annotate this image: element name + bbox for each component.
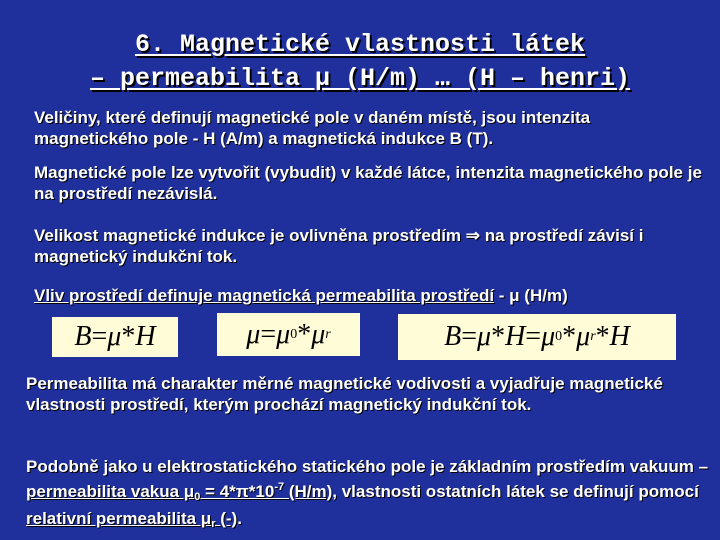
formula-symbol: μ xyxy=(246,318,261,350)
text-fragment: . xyxy=(237,509,242,528)
paragraph-permeability-character: Permeabilita má charakter měrné magnetické vodivosti a vyjadřuje magnetické vlastnosti prostředí, kterým prochází magnetický indukční tok. xyxy=(26,374,663,414)
text-fragment: , vlastnosti ostatních látek se definují pomocí xyxy=(332,482,699,501)
text-fragment: (-) xyxy=(215,509,238,528)
formula-symbol: H xyxy=(135,321,156,352)
permeability-definition-underlined: Vliv prostředí definuje magnetická permeabilita prostředí xyxy=(34,286,495,305)
formula-operator: * xyxy=(121,321,136,352)
text-fragment: relativní permeabilita μ xyxy=(26,509,212,528)
subscript: r xyxy=(211,518,216,530)
paragraph-field-creation: Magnetické pole lze vytvořit (vybudit) v každé látce, intenzita magnetického pole je na prostředí nezávislá. xyxy=(34,163,702,203)
vacuum-permeability-term xyxy=(26,482,332,501)
formula-symbol: μ xyxy=(541,321,556,352)
formula-subscript: 0 xyxy=(290,326,298,342)
formula-operator: * xyxy=(595,321,610,352)
slide-title xyxy=(0,28,720,96)
formula-symbol: μ xyxy=(107,321,122,352)
formula-operator: = xyxy=(525,321,542,352)
title-line-1: 6. Magnetické vlastnosti látek xyxy=(134,30,586,59)
formula-symbol: H xyxy=(609,321,630,352)
text-fragment: = 4*π*10 xyxy=(200,482,275,501)
formula-symbol: μ xyxy=(276,318,291,350)
formula-operator: = xyxy=(91,321,108,352)
formula-mu-equals-mu0-mur xyxy=(217,313,360,356)
formula-operator: = xyxy=(260,318,277,350)
formula-operator: * xyxy=(562,321,577,352)
formula-symbol: B xyxy=(444,321,462,352)
paragraph-induction: Velikost magnetické indukce je ovlivněna prostředím ⇒ na prostředí závisí i magnetický indukční tok. xyxy=(34,226,644,266)
paragraph-permeability-definition xyxy=(34,285,714,306)
formula-symbol: μ xyxy=(477,321,492,352)
text-fragment: permeabilita vakua μ xyxy=(26,482,195,501)
formula-symbol: H xyxy=(505,321,526,352)
formula-symbol: μ xyxy=(576,321,591,352)
paragraph-quantities: Veličiny, které definují magnetické pole v daném místě, jsou intenzita magnetického pole - H (A/m) a magnetická indukce B (T). xyxy=(34,108,591,148)
text-fragment: Podobně jako u elektrostatického statického pole je základním prostředím vakuum – xyxy=(26,457,709,476)
formula-operator: * xyxy=(491,321,506,352)
formula-symbol: B xyxy=(74,321,92,352)
title-line-2: – permeabilita μ (H/m) … (H – henri) xyxy=(89,64,631,93)
formula-subscript: r xyxy=(325,326,331,342)
formula-b-full xyxy=(398,314,676,360)
subscript: 0 xyxy=(194,491,201,503)
formula-operator: * xyxy=(297,318,312,350)
relative-permeability-term xyxy=(26,509,237,528)
formula-operator: = xyxy=(461,321,477,352)
formula-subscript: r xyxy=(590,329,596,344)
superscript: -7 xyxy=(274,481,285,493)
text-fragment: (H/m) xyxy=(284,482,333,501)
paragraph-vacuum-permeability xyxy=(26,456,711,535)
formula-subscript: 0 xyxy=(555,329,563,344)
formula-symbol: μ xyxy=(311,318,326,350)
formula-b-equals-mu-h xyxy=(52,317,178,357)
permeability-definition-unit: - μ (H/m) xyxy=(494,286,568,305)
